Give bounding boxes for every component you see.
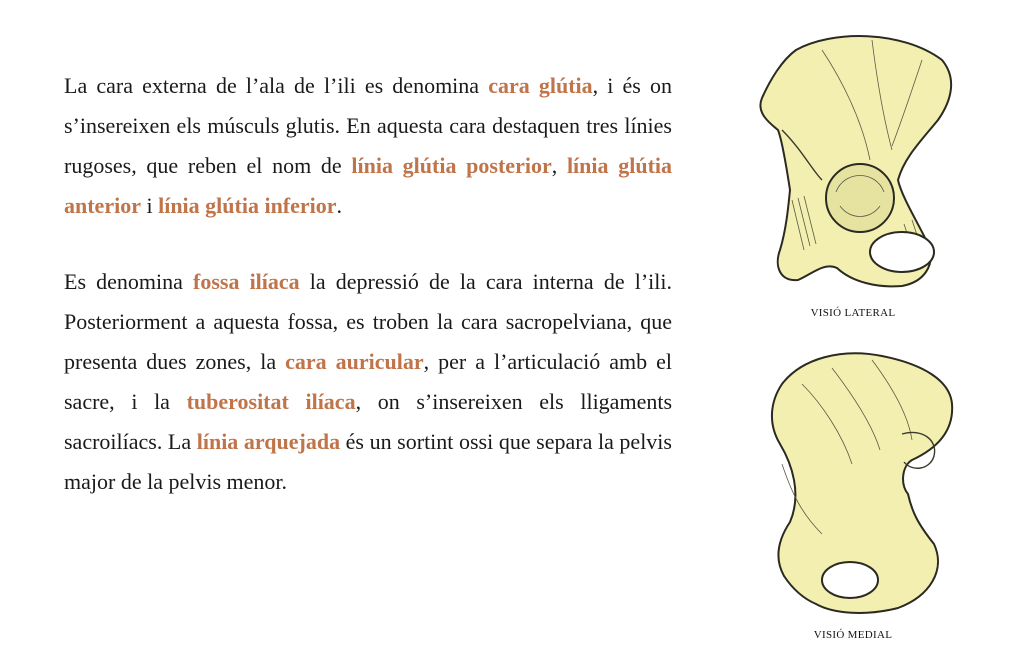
text-segment: La cara externa de l’ala de l’ili es denomina xyxy=(64,73,489,98)
text-segment: i xyxy=(140,193,159,218)
text-column xyxy=(64,66,672,538)
term-cara-auricular: cara auricular xyxy=(285,349,424,374)
acetabulum xyxy=(826,164,894,232)
caption-medial: VISIÓ MEDIAL xyxy=(813,629,893,641)
text-segment: , on s’insereixen els lligaments sacroilíacs. La xyxy=(64,389,673,454)
text-segment: . xyxy=(336,193,343,218)
term-linia-glutia-anterior: línia glútia anterior xyxy=(64,153,673,218)
text-segment: , xyxy=(551,153,567,178)
hip-bone-medial-illustration xyxy=(762,344,962,620)
text-segment: és un sortint ossi que separa la pelvis major de la pelvis menor. xyxy=(64,429,672,494)
term-tuberositat-iliaca: tuberositat ilíaca xyxy=(186,389,356,414)
obturator-foramen-medial xyxy=(822,562,878,598)
paragraph-iliac-fossa xyxy=(64,262,672,502)
text-segment: la depressió de la cara interna de l’ili. Posteriorment a aquesta fossa, es troben la cara sacropelviana, que presenta dues zones, la xyxy=(64,269,672,374)
term-cara-glutia: cara glútia xyxy=(488,73,593,98)
paragraph-glutial-surface xyxy=(64,66,672,226)
term-fossa-iliaca: fossa ilíaca xyxy=(193,269,300,294)
term-linia-glutia-posterior: línia glútia posterior xyxy=(351,153,552,178)
text-segment: , per a l’articulació amb el sacre, i la xyxy=(64,349,672,414)
term-linia-glutia-inferior: línia glútia inferior xyxy=(158,193,337,218)
hip-bone-lateral-illustration xyxy=(752,20,962,300)
caption-lateral: VISIÓ LATERAL xyxy=(810,307,896,319)
text-segment: Es denomina xyxy=(64,269,193,294)
obturator-foramen xyxy=(870,232,934,272)
text-segment: , i és on s’insereixen els músculs glutis. En aquesta cara destaquen tres línies rugoses, que reben el nom de xyxy=(64,73,672,178)
term-linia-arquejada: línia arquejada xyxy=(196,429,341,454)
